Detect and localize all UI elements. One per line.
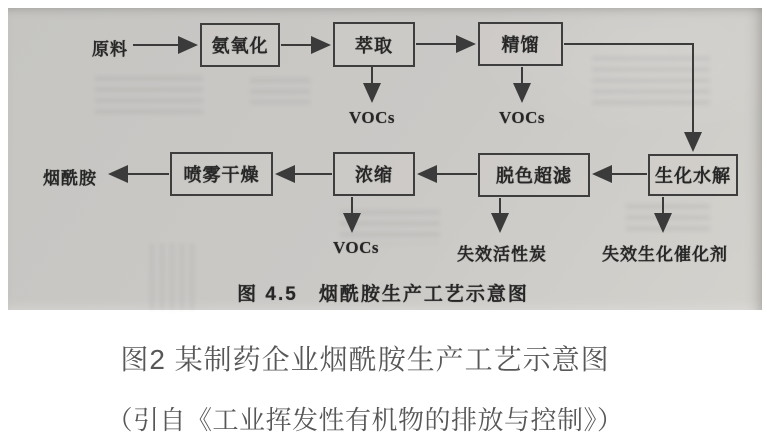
label-vocs-rectification: VOCs (498, 108, 546, 127)
scanned-figure (8, 8, 762, 310)
scan-figure-caption: 图 4.5 烟酰胺生产工艺示意图 (237, 284, 529, 305)
label-spent-activated-carbon: 失效活性炭 (457, 245, 547, 264)
node-bio-hydrolysis: 生化水解 (648, 154, 738, 196)
node-concentration: 浓缩 (333, 152, 415, 196)
figure-caption-source: （引自《工业挥发性有机物的排放与控制》） (106, 405, 624, 435)
node-decolor-ultrafiltration: 脱色超滤 (478, 153, 590, 197)
label-vocs-extraction: VOCs (348, 108, 396, 127)
label-vocs-concentration: VOCs (332, 238, 380, 257)
figure-captions (0, 318, 730, 437)
node-extraction: 萃取 (333, 22, 415, 67)
node-rectification: 精馏 (478, 22, 563, 66)
label-spent-bio-catalyst: 失效生化催化剂 (602, 245, 728, 264)
node-ammoxidation: 氨氧化 (200, 23, 280, 67)
label-product-nicotinamide: 烟酰胺 (43, 169, 97, 188)
figure-caption-title: 图2 某制药企业烟酰胺生产工艺示意图 (120, 344, 610, 375)
node-spray-drying: 喷雾干燥 (170, 152, 273, 196)
arrow-rectification-to-bio-hydrolysis (564, 44, 693, 150)
label-raw-material: 原料 (92, 40, 128, 59)
